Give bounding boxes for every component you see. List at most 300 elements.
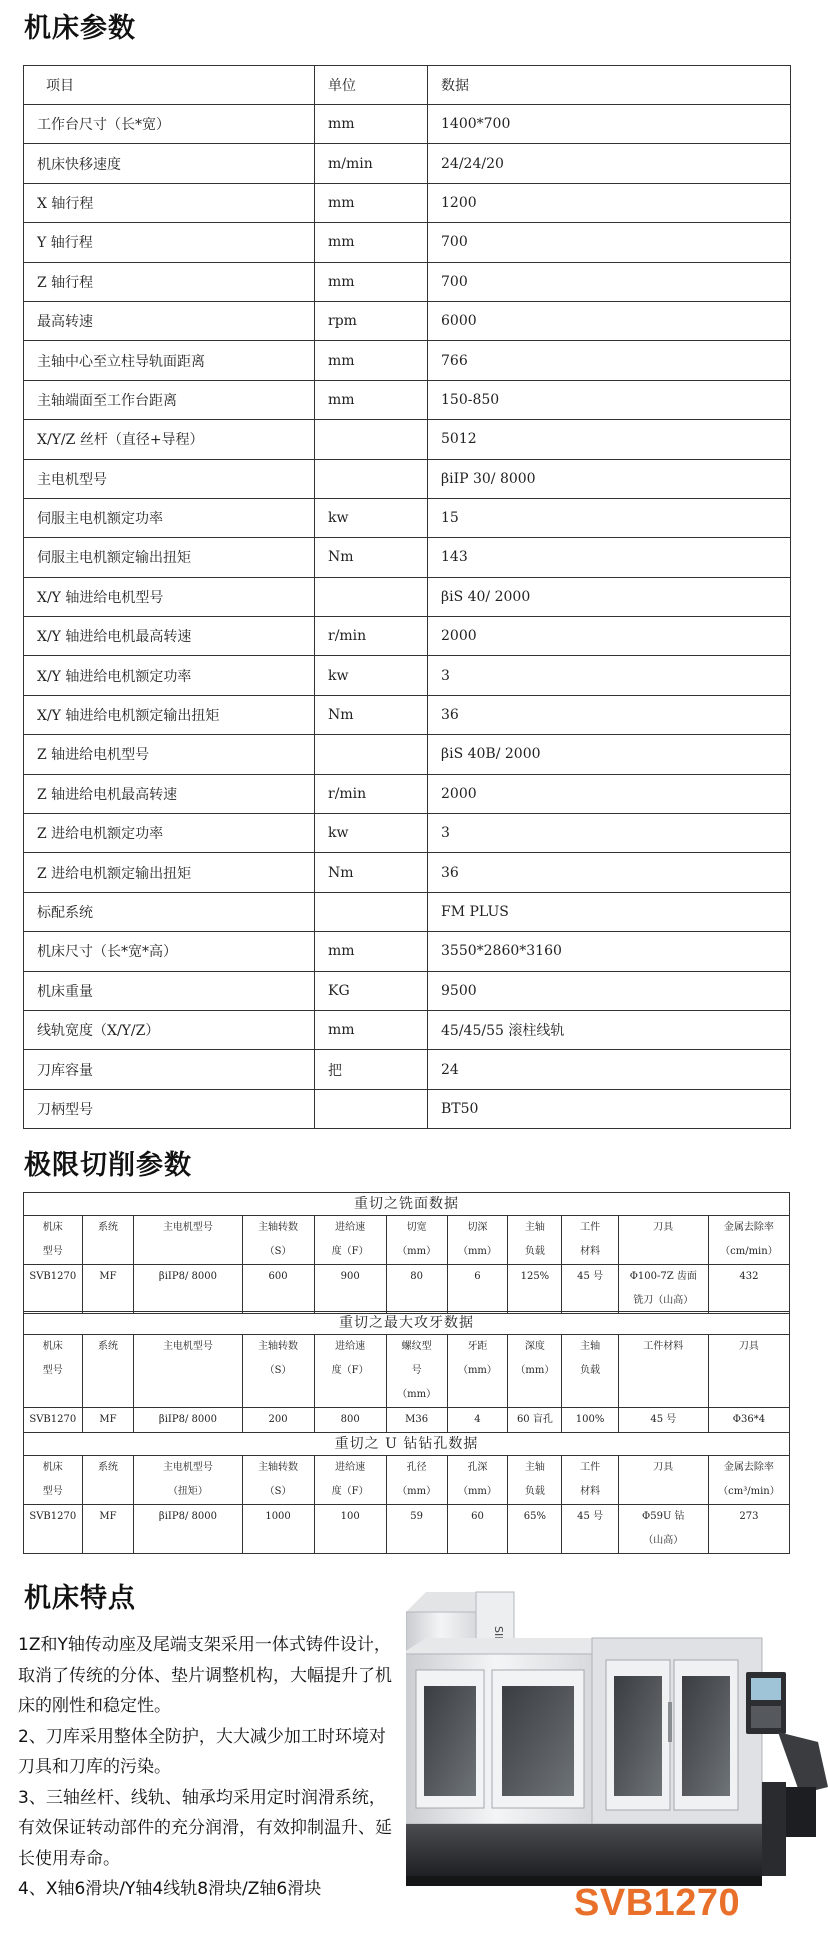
cutting-header-cell [618, 1456, 708, 1505]
cell-line: 主轴 [524, 1222, 545, 1233]
cutting-data-cell [242, 1408, 314, 1433]
window-left [424, 1686, 476, 1796]
features-title: 机床特点 [24, 1583, 136, 1614]
spec-unit: Nm [315, 853, 428, 892]
cutting-data-row [24, 1265, 790, 1314]
cutting-data-cell [562, 1265, 618, 1314]
specs-table [23, 65, 791, 1129]
cell-line: 4 [474, 1414, 481, 1425]
cutting-header-cell [24, 1216, 83, 1265]
spec-item: Y 轴行程 [24, 223, 315, 262]
spec-item: Z 进给电机额定功率 [24, 814, 315, 853]
spec-row [24, 459, 791, 498]
spec-row [24, 105, 791, 144]
spec-item: Z 进给电机额定输出扭矩 [24, 853, 315, 892]
cell-line: 主电机型号 [162, 1222, 213, 1233]
spec-value: 36 [428, 695, 791, 734]
cutting-data-cell [386, 1265, 447, 1314]
cell-line: 45 号 [577, 1271, 604, 1282]
cell-line: 切宽 [406, 1222, 427, 1233]
cell-line: Φ59U 钻 [642, 1511, 685, 1522]
door-handle [668, 1702, 672, 1742]
spec-item: X/Y 轴进给电机额定功率 [24, 656, 315, 695]
spec-row [24, 223, 791, 262]
cell-line: 机床 [42, 1222, 63, 1233]
side-window-b [682, 1676, 730, 1796]
spec-unit [315, 577, 428, 616]
spec-row [24, 144, 791, 183]
cell-line: 432 [739, 1271, 759, 1282]
cutting-data-cell [134, 1505, 242, 1554]
cutting-header-cell [447, 1335, 508, 1408]
cell-line: 125% [520, 1271, 550, 1282]
cell-line: Φ36*4 [732, 1414, 766, 1425]
cutting-data-cell [82, 1505, 134, 1554]
spec-unit: mm [315, 380, 428, 419]
cell-line: 600 [268, 1271, 288, 1282]
cell-line: 铣刀（山高） [633, 1295, 694, 1306]
spec-row [24, 814, 791, 853]
spec-row [24, 1089, 791, 1128]
cell-line: 6 [474, 1271, 481, 1282]
milling-table [23, 1192, 790, 1314]
spec-unit: mm [315, 262, 428, 301]
cell-line: 主电机型号 [162, 1462, 213, 1473]
cell-line: （cm³/min） [718, 1486, 780, 1497]
specs-title: 机床参数 [24, 13, 136, 44]
cell-line: 主轴 [524, 1462, 545, 1473]
spec-item: 机床快移速度 [24, 144, 315, 183]
spec-value: βiIP 30/ 8000 [428, 459, 791, 498]
cutting-data-cell [24, 1408, 83, 1433]
spec-item: X/Y 轴进给电机型号 [24, 577, 315, 616]
cell-line: （mm） [457, 1365, 497, 1376]
cutting-data-cell [134, 1408, 242, 1433]
cutting-header-cell [386, 1456, 447, 1505]
spec-value: 3550*2860*3160 [428, 932, 791, 971]
cell-line: βiIP8/ 8000 [158, 1271, 217, 1282]
cell-line: SVB1270 [29, 1511, 77, 1522]
cell-line: （mm） [515, 1365, 555, 1376]
spec-row [24, 380, 791, 419]
spec-unit: KG [315, 971, 428, 1010]
cell-line: Φ100-7Z 齿面 [629, 1271, 697, 1282]
spec-value: BT50 [428, 1089, 791, 1128]
cutting-header-row [24, 1216, 790, 1265]
spec-row [24, 498, 791, 537]
cutting-data-cell [508, 1265, 562, 1314]
cell-line: （mm） [457, 1486, 497, 1497]
cell-line: 1000 [265, 1511, 291, 1522]
cell-line: 80 [410, 1271, 423, 1282]
feature-item: 2、刀库采用整体全防护，大大减少加工时环境对刀具和刀库的污染。 [18, 1726, 386, 1777]
spec-unit: Nm [315, 538, 428, 577]
spec-unit [315, 459, 428, 498]
spec-item: X 轴行程 [24, 183, 315, 222]
cell-line: 金属去除率 [723, 1462, 774, 1473]
cutting-data-cell [242, 1505, 314, 1554]
chip-bin [786, 1787, 816, 1837]
cell-line: 100 [340, 1511, 360, 1522]
spec-row [24, 735, 791, 774]
cell-line: βiIP8/ 8000 [158, 1511, 217, 1522]
cutting-caption: 重切之铣面数据 [24, 1193, 790, 1216]
spec-value: 766 [428, 341, 791, 380]
cutting-data-cell [82, 1265, 134, 1314]
cell-line: 主轴转数 [258, 1341, 299, 1352]
cutting-header-cell [447, 1456, 508, 1505]
spec-item: 主轴中心至立柱导轨面距离 [24, 341, 315, 380]
cutting-header-cell [242, 1456, 314, 1505]
chip-conveyor-post [762, 1782, 786, 1876]
cutting-header-cell [82, 1335, 134, 1408]
spec-row [24, 577, 791, 616]
spec-row [24, 301, 791, 340]
cell-line: 刀具 [653, 1222, 674, 1233]
cutting-data-row [24, 1408, 790, 1433]
cutting-header-cell [447, 1216, 508, 1265]
cutting-header-cell [24, 1335, 83, 1408]
spec-row [24, 971, 791, 1010]
cell-line: 牙距 [467, 1341, 488, 1352]
spec-value: 6000 [428, 301, 791, 340]
cell-line: 800 [340, 1414, 360, 1425]
drilling-table [23, 1432, 790, 1554]
cutting-header-cell [314, 1335, 386, 1408]
cutting-header-cell [134, 1335, 242, 1408]
cell-line: 切深 [467, 1222, 488, 1233]
cell-line: （扭矩） [167, 1486, 208, 1497]
cutting-header-cell [314, 1216, 386, 1265]
cell-line: （S） [264, 1365, 292, 1376]
cutting-data-cell [386, 1408, 447, 1433]
specs-header-cell: 项目 [24, 66, 315, 105]
spec-item: 伺服主电机额定功率 [24, 498, 315, 537]
spec-unit: mm [315, 105, 428, 144]
spec-value: 15 [428, 498, 791, 537]
spec-unit: mm [315, 341, 428, 380]
spec-row [24, 695, 791, 734]
cutting-header-cell [314, 1456, 386, 1505]
cutting-header-cell [134, 1456, 242, 1505]
spec-unit: 把 [315, 1050, 428, 1089]
spec-value: 36 [428, 853, 791, 892]
cell-line: 60 盲孔 [516, 1414, 553, 1425]
cell-line: 度（F） [331, 1486, 369, 1497]
spec-unit: Nm [315, 695, 428, 734]
tapping-table [23, 1311, 790, 1433]
cutting-header-cell [562, 1216, 618, 1265]
spec-item: 主轴端面至工作台距离 [24, 380, 315, 419]
cell-line: 机床 [42, 1462, 63, 1473]
cutting-header-row [24, 1335, 790, 1408]
spec-unit: r/min [315, 617, 428, 656]
spec-unit: m/min [315, 144, 428, 183]
cutting-data-cell [447, 1505, 508, 1554]
cutting-header-cell [24, 1456, 83, 1505]
spec-item: 最高转速 [24, 301, 315, 340]
cutting-header-cell [618, 1216, 708, 1265]
cutting-data-cell [314, 1505, 386, 1554]
cutting-header-cell [82, 1456, 134, 1505]
cutting-header-cell [386, 1216, 447, 1265]
spec-row [24, 341, 791, 380]
feature-item: 1Z和Y轴传动座及尾端支架采用一体式铸件设计，取消了传统的分体、垫片调整机构，大幅提升了机床的刚性和稳定性。 [18, 1635, 392, 1716]
cell-line: MF [99, 1271, 117, 1282]
spec-unit [315, 735, 428, 774]
cutting-caption: 重切之 U 钻钻孔数据 [24, 1433, 790, 1456]
side-window-a [614, 1676, 662, 1796]
cutting-data-cell [314, 1265, 386, 1314]
cell-line: 进给速 [335, 1341, 366, 1352]
cell-line: （mm） [397, 1389, 437, 1400]
cutting-data-cell [386, 1505, 447, 1554]
cutting-header-cell [508, 1216, 562, 1265]
spec-value: βiS 40/ 2000 [428, 577, 791, 616]
spec-value: 700 [428, 262, 791, 301]
cutting-data-cell [618, 1265, 708, 1314]
cell-line: 工件 [580, 1462, 601, 1473]
spec-unit: r/min [315, 774, 428, 813]
window-right [502, 1686, 574, 1796]
cell-line: 型号 [42, 1486, 63, 1497]
spec-row [24, 932, 791, 971]
spec-item: 伺服主电机额定输出扭矩 [24, 538, 315, 577]
spec-unit [315, 1089, 428, 1128]
cell-line: （山高） [643, 1535, 684, 1546]
spec-row [24, 892, 791, 931]
cell-line: 100% [575, 1414, 605, 1425]
cell-line: 材料 [580, 1486, 601, 1497]
spec-item: 刀柄型号 [24, 1089, 315, 1128]
spec-item: X/Y 轴进给电机最高转速 [24, 617, 315, 656]
spec-item: 机床尺寸（长*宽*高） [24, 932, 315, 971]
control-screen [751, 1678, 781, 1700]
cutting-data-cell [24, 1505, 83, 1554]
cell-line: （mm） [397, 1246, 437, 1257]
spec-value: 150-850 [428, 380, 791, 419]
cell-line: 65% [523, 1511, 546, 1522]
features-list [18, 1630, 400, 1905]
cutting-header-cell [618, 1335, 708, 1408]
machine-base [406, 1824, 762, 1876]
cutting-header-cell [82, 1216, 134, 1265]
cell-line: 45 号 [650, 1414, 677, 1425]
cell-line: （cm/min） [720, 1246, 778, 1257]
cell-line: 材料 [580, 1246, 601, 1257]
cell-line: 工件材料 [643, 1341, 684, 1352]
spec-value: 2000 [428, 617, 791, 656]
cell-line: 系统 [97, 1462, 118, 1473]
cell-line: SVB1270 [29, 1414, 77, 1425]
cutting-header-cell [708, 1335, 789, 1408]
cutting-data-row [24, 1505, 790, 1554]
spec-unit: mm [315, 223, 428, 262]
cutting-data-cell [242, 1265, 314, 1314]
cutting-data-cell [708, 1505, 789, 1554]
spec-unit: mm [315, 1010, 428, 1049]
cell-line: 刀具 [738, 1341, 759, 1352]
cell-line: 孔径 [406, 1462, 427, 1473]
spec-unit: mm [315, 183, 428, 222]
cell-line: 主电机型号 [162, 1341, 213, 1352]
spec-value: 1400*700 [428, 105, 791, 144]
cell-line: 螺纹型 [401, 1341, 432, 1352]
cutting-header-cell [562, 1335, 618, 1408]
cutting-data-cell [447, 1265, 508, 1314]
cutting-data-cell [314, 1408, 386, 1433]
cell-line: （mm） [397, 1486, 437, 1497]
cell-line: 负载 [524, 1486, 545, 1497]
cutting-data-cell [562, 1505, 618, 1554]
cabinet-top [406, 1638, 616, 1654]
cutting-data-cell [618, 1505, 708, 1554]
feature-item: 4、X轴6滑块/Y轴4线轨8滑块/Z轴6滑块 [18, 1879, 322, 1899]
spec-value: 700 [428, 223, 791, 262]
cell-line: βiIP8/ 8000 [158, 1414, 217, 1425]
cutting-header-cell [562, 1456, 618, 1505]
spec-item: Z 轴进给电机最高转速 [24, 774, 315, 813]
spec-item: X/Y 轴进给电机额定输出扭矩 [24, 695, 315, 734]
spec-unit [315, 892, 428, 931]
cell-line: SVB1270 [29, 1271, 77, 1282]
spec-row [24, 1010, 791, 1049]
spec-row [24, 774, 791, 813]
cell-line: 系统 [97, 1341, 118, 1352]
cell-line: 进给速 [335, 1222, 366, 1233]
spec-value: 3 [428, 814, 791, 853]
spec-value: 24/24/20 [428, 144, 791, 183]
cutting-data-cell [508, 1505, 562, 1554]
spec-value: 24 [428, 1050, 791, 1089]
cell-line: MF [99, 1511, 117, 1522]
cell-line: 金属去除率 [723, 1222, 774, 1233]
cell-line: 273 [739, 1511, 759, 1522]
cutting-header-cell [708, 1456, 789, 1505]
specs-header-row [24, 66, 791, 105]
spec-row [24, 1050, 791, 1089]
cutting-data-cell [24, 1265, 83, 1314]
spec-item: 主电机型号 [24, 459, 315, 498]
cell-line: MF [99, 1414, 117, 1425]
spec-item: 机床重量 [24, 971, 315, 1010]
cell-line: 型号 [42, 1365, 63, 1376]
spec-value: 5012 [428, 420, 791, 459]
spec-row [24, 262, 791, 301]
cutting-data-cell [708, 1408, 789, 1433]
cutting-data-cell [134, 1265, 242, 1314]
cell-line: 深度 [524, 1341, 545, 1352]
spec-value: 2000 [428, 774, 791, 813]
spec-value: 3 [428, 656, 791, 695]
specs-header-cell: 单位 [315, 66, 428, 105]
spec-unit [315, 420, 428, 459]
spec-item: 刀库容量 [24, 1050, 315, 1089]
cell-line: M36 [405, 1414, 429, 1425]
cell-line: 59 [410, 1511, 423, 1522]
cutting-data-cell [618, 1408, 708, 1433]
cell-line: 系统 [97, 1222, 118, 1233]
spec-item: 线轨宽度（X/Y/Z） [24, 1010, 315, 1049]
cell-line: 200 [268, 1414, 288, 1425]
spec-unit: mm [315, 932, 428, 971]
cell-line: 主轴转数 [258, 1222, 299, 1233]
spec-row [24, 420, 791, 459]
cell-line: 负载 [580, 1365, 601, 1376]
machine-illustration [406, 1582, 828, 1904]
cutting-header-cell [508, 1335, 562, 1408]
cutting-header-cell [386, 1335, 447, 1408]
spec-unit: kw [315, 656, 428, 695]
spec-item: Z 轴进给电机型号 [24, 735, 315, 774]
spec-unit: rpm [315, 301, 428, 340]
spec-unit: kw [315, 498, 428, 537]
cell-line: 主轴转数 [258, 1462, 299, 1473]
cutting-data-cell [508, 1408, 562, 1433]
spec-item: Z 轴行程 [24, 262, 315, 301]
cell-line: 进给速 [335, 1462, 366, 1473]
model-label: SVB1270 [574, 1882, 741, 1924]
spec-value: 9500 [428, 971, 791, 1010]
spec-row [24, 656, 791, 695]
cell-line: 孔深 [467, 1462, 488, 1473]
feature-item: 3、三轴丝杆、线轨、轴承均采用定时润滑系统，有效保证转动部件的充分润滑，有效抑制温升、延长使用寿命。 [18, 1787, 392, 1869]
cell-line: 45 号 [577, 1511, 604, 1522]
cell-line: 号 [411, 1365, 422, 1376]
spec-item: 标配系统 [24, 892, 315, 931]
spec-item: X/Y/Z 丝杆（直径+导程） [24, 420, 315, 459]
spec-row [24, 538, 791, 577]
cutting-data-cell [82, 1408, 134, 1433]
cell-line: 度（F） [331, 1365, 369, 1376]
cell-line: 机床 [42, 1341, 63, 1352]
control-keys [751, 1706, 781, 1728]
cell-line: 负载 [524, 1246, 545, 1257]
cutting-header-cell [134, 1216, 242, 1265]
cell-line: 型号 [42, 1246, 63, 1257]
cell-line: （mm） [457, 1246, 497, 1257]
cutting-caption: 重切之最大攻牙数据 [24, 1312, 790, 1335]
cutting-header-cell [242, 1335, 314, 1408]
spec-row [24, 617, 791, 656]
cutting-data-cell [562, 1408, 618, 1433]
spec-unit: kw [315, 814, 428, 853]
cell-line: 60 [471, 1511, 484, 1522]
spec-value: 143 [428, 538, 791, 577]
cutting-header-cell [242, 1216, 314, 1265]
spec-value: 45/45/55 滚柱线轨 [428, 1010, 791, 1049]
cutting-header-cell [508, 1456, 562, 1505]
cutting-data-cell [708, 1265, 789, 1314]
cell-line: 工件 [580, 1222, 601, 1233]
cutting-header-cell [708, 1216, 789, 1265]
cell-line: 度（F） [331, 1246, 369, 1257]
cutting-data-cell [447, 1408, 508, 1433]
spec-value: βiS 40B/ 2000 [428, 735, 791, 774]
spec-row [24, 183, 791, 222]
spec-item: 工作台尺寸（长*宽） [24, 105, 315, 144]
specs-header-cell: 数据 [428, 66, 791, 105]
cutting-header-row [24, 1456, 790, 1505]
spec-value: 1200 [428, 183, 791, 222]
cutting-title: 极限切削参数 [24, 1150, 192, 1181]
cell-line: 主轴 [580, 1341, 601, 1352]
cell-line: 900 [340, 1271, 360, 1282]
cell-line: （S） [264, 1246, 292, 1257]
cell-line: （S） [264, 1486, 292, 1497]
cell-line: 刀具 [653, 1462, 674, 1473]
spec-row [24, 853, 791, 892]
